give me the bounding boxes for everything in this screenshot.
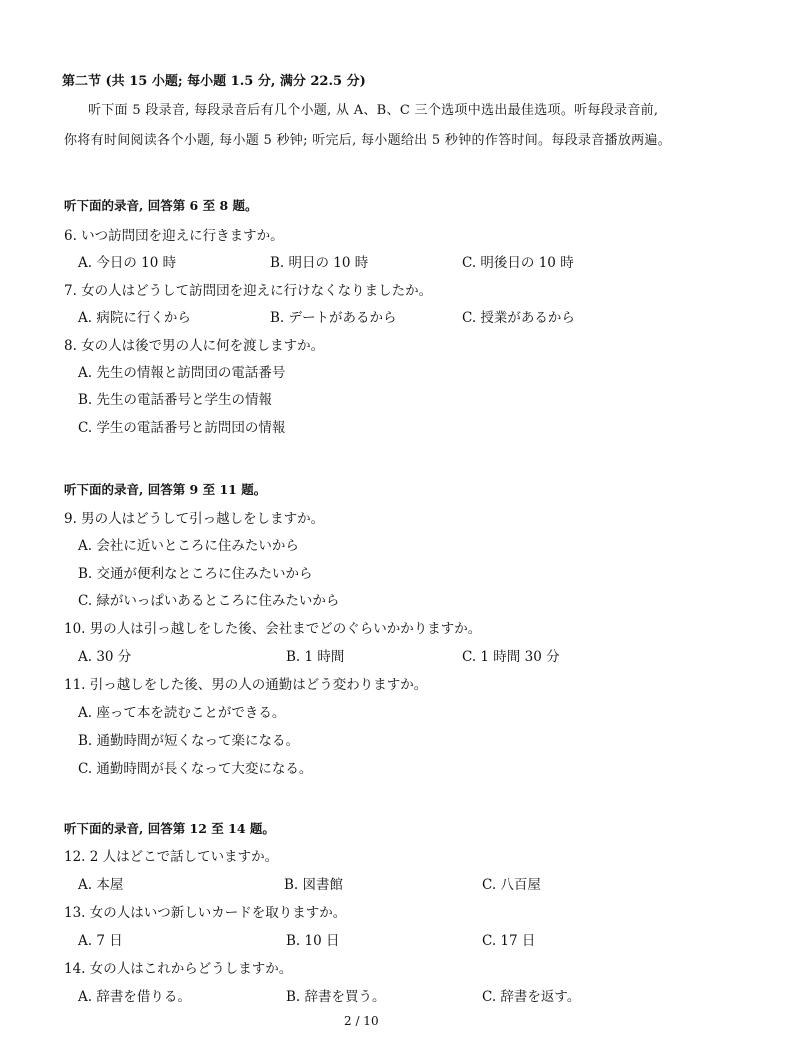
question-12-option-a: A. 本屋: [78, 877, 124, 893]
question-7: 7. 女の人はどうして訪問団を迎えに行けなくなりましたか。: [64, 283, 433, 299]
question-6-option-a: A. 今日の 10 時: [78, 255, 177, 271]
question-11-option-b: B. 通勤時間が短くなって楽になる。: [78, 733, 300, 749]
question-13: 13. 女の人はいつ新しいカードを取りますか。: [64, 905, 347, 921]
question-9-option-a: A. 会社に近いところに住みたいから: [78, 538, 299, 554]
group-heading-2: 听下面的录音, 回答第 9 至 11 题。: [64, 482, 267, 497]
question-9-option-c: C. 緑がいっぱいあるところに住みたいから: [78, 593, 340, 609]
question-8-option-a: A. 先生の情報と訪問団の電話番号: [78, 365, 286, 381]
question-10-option-c: C. 1 時間 30 分: [462, 649, 560, 665]
question-11: 11. 引っ越しをした後、男の人の通勤はどう変わりますか。: [64, 677, 428, 693]
question-10-option-a: A. 30 分: [78, 649, 132, 665]
group-heading-1: 听下面的录音, 回答第 6 至 8 题。: [64, 198, 258, 213]
question-6-option-b: B. 明日の 10 時: [270, 255, 369, 271]
question-14-option-a: A. 辞書を借りる。: [78, 989, 191, 1005]
question-8: 8. 女の人は後で男の人に何を渡しますか。: [64, 338, 325, 354]
question-7-option-a: A. 病院に行くから: [78, 310, 191, 326]
question-7-option-b: B. デートがあるから: [270, 310, 397, 326]
question-12-option-b: B. 図書館: [284, 877, 344, 893]
question-14: 14. 女の人はこれからどうしますか。: [64, 961, 293, 977]
question-12-option-c: C. 八百屋: [482, 877, 541, 893]
question-11-option-c: C. 通勤時間が長くなって大変になる。: [78, 761, 313, 777]
question-9: 9. 男の人はどうして引っ越しをしますか。: [64, 511, 325, 527]
question-6: 6. いつ訪問団を迎えに行きますか。: [64, 228, 284, 244]
question-8-option-b: B. 先生の電話番号と学生の情報: [78, 392, 273, 408]
question-13-option-b: B. 10 日: [286, 933, 340, 949]
question-7-option-c: C. 授業があるから: [462, 310, 575, 326]
question-13-option-a: A. 7 日: [78, 933, 123, 949]
question-10: 10. 男の人は引っ越しをした後、会社までどのぐらいかかりますか。: [64, 621, 482, 637]
question-8-option-c: C. 学生の電話番号と訪問団の情報: [78, 420, 286, 436]
group-heading-3: 听下面的录音, 回答第 12 至 14 题。: [64, 821, 275, 836]
section-intro-line-2: 你将有时间阅读各个小题, 每小题 5 秒钟; 听完后, 每小题给出 5 秒钟的作答时间。每段录音播放两遍。: [64, 133, 672, 148]
question-14-option-b: B. 辞書を買う。: [286, 989, 386, 1005]
question-12: 12. 2 人はどこで話していますか。: [64, 849, 279, 865]
question-10-option-b: B. 1 時間: [286, 649, 345, 665]
question-6-option-c: C. 明後日の 10 時: [462, 255, 574, 271]
section-intro-line-1: 听下面 5 段录音, 每段录音后有几个小题, 从 A、B、C 三个选项中选出最佳选项。听每段录音前,: [88, 103, 659, 118]
section-title: 第二节 (共 15 小题; 每小题 1.5 分, 满分 22.5 分): [62, 74, 366, 89]
question-11-option-a: A. 座って本を読むことができる。: [78, 705, 286, 721]
page-number: 2 / 10: [344, 1014, 379, 1028]
question-9-option-b: B. 交通が便利なところに住みたいから: [78, 566, 313, 582]
question-13-option-c: C. 17 日: [482, 933, 536, 949]
question-14-option-c: C. 辞書を返す。: [482, 989, 581, 1005]
